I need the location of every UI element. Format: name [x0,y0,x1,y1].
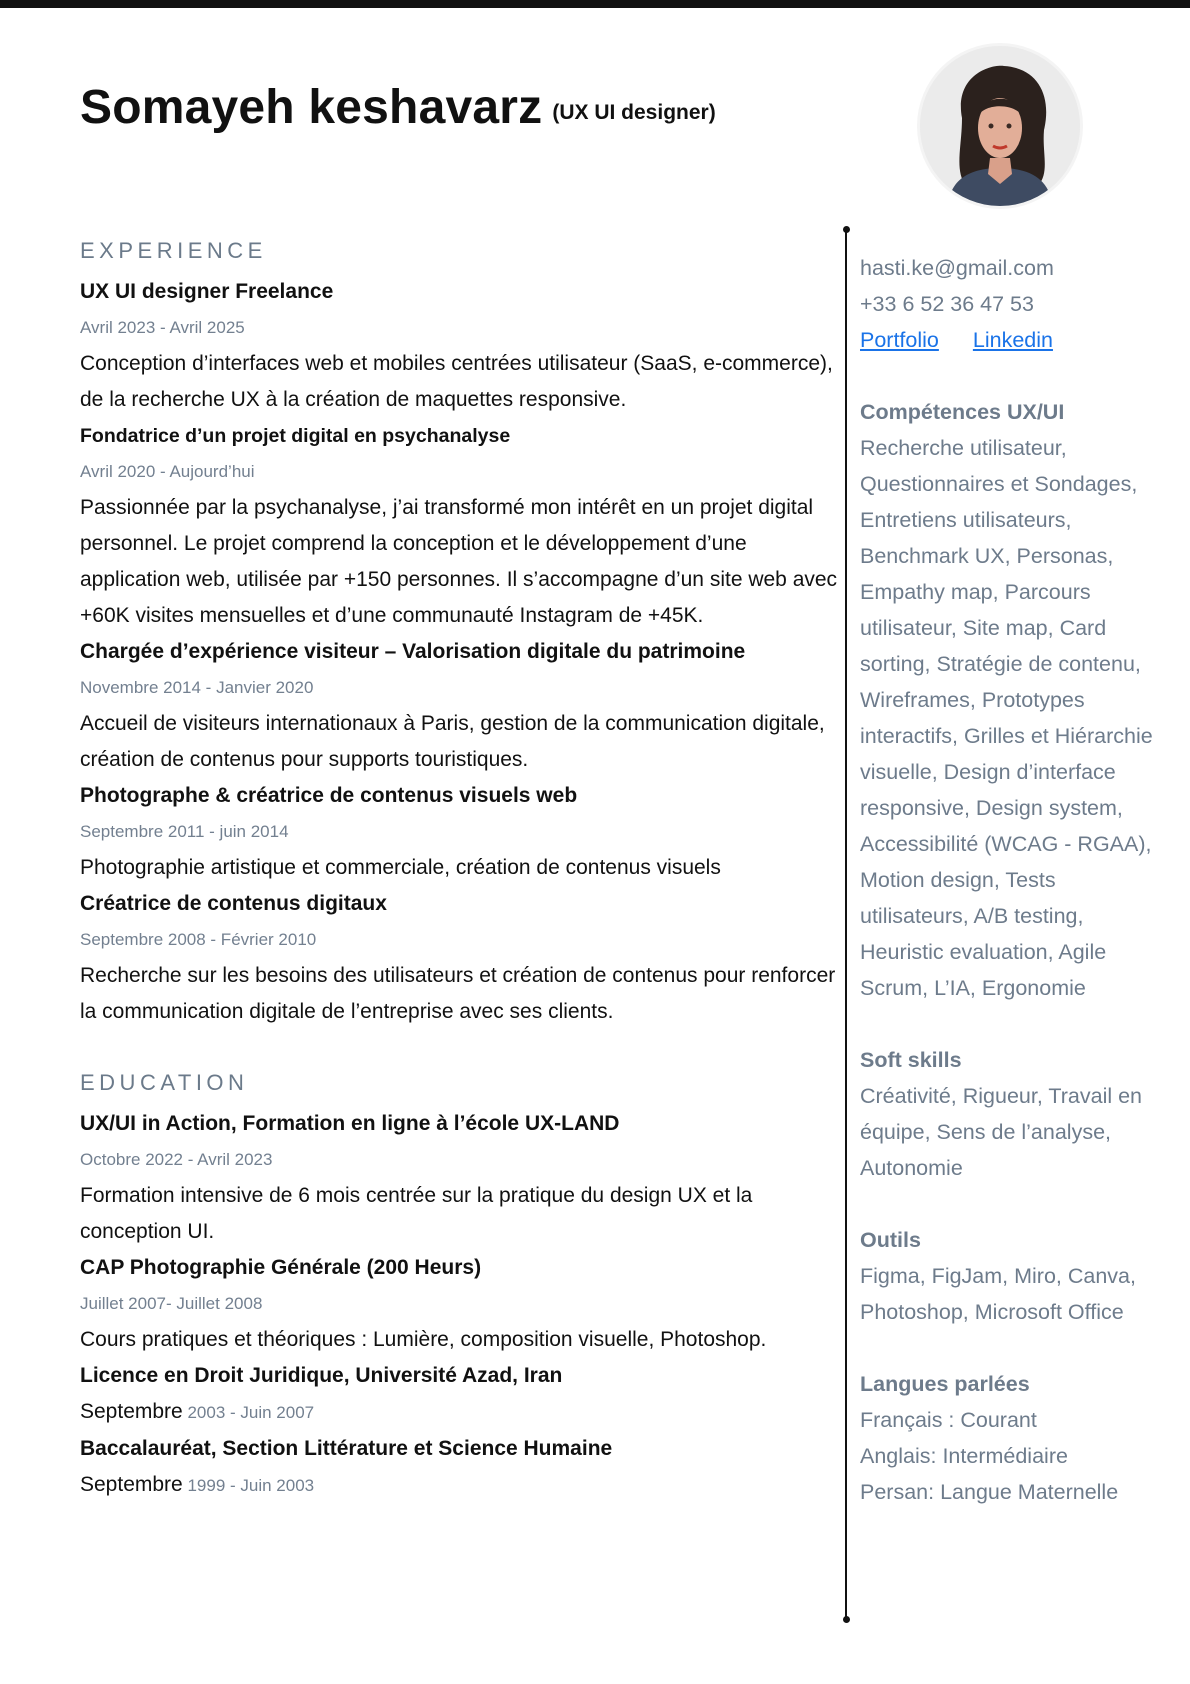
skill-line: Scrum, L’IA, Ergonomie [860,976,1086,1000]
date-prefix: Septembre [80,1400,183,1423]
experience-entry [80,274,846,418]
language-line: Anglais: Intermédiaire [860,1444,1068,1468]
skill-line: interactifs, Grilles et Hiérarchie [860,724,1153,748]
entry-title: Licence en Droit Juridique, Université Azad, Iran [80,1364,563,1387]
skill-line: utilisateurs, A/B testing, [860,904,1084,928]
top-border [0,0,1190,8]
skill-line: utilisateur, Site map, Card [860,616,1107,640]
soft-skills-heading: Soft skills [860,1048,962,1072]
profile-photo-icon [920,46,1080,206]
skill-line: Questionnaires et Sondages, [860,472,1138,496]
skill-line: visuelle, Design d’interface [860,760,1116,784]
tools-heading: Outils [860,1228,921,1252]
entry-date: Octobre 2022 - Avril 2023 [80,1150,273,1169]
skill-line: responsive, Design system, [860,796,1123,820]
entry-description: Photographie artistique et commerciale, création de contenus visuels [80,856,721,879]
education-entry [80,1106,846,1250]
entry-title: UX/UI in Action, Formation en ligne à l’école UX-LAND [80,1112,620,1135]
avatar [920,46,1080,206]
language-line: Français : Courant [860,1408,1037,1432]
education-section [80,1066,846,1504]
skill-line: Motion design, Tests [860,868,1056,892]
entry-date: Juillet 2007- Juillet 2008 [80,1294,263,1313]
experience-entry [80,886,846,1030]
education-heading: EDUCATION [80,1070,249,1095]
entry-title: CAP Photographie Générale (200 Heurs) [80,1256,482,1279]
entry-date: Avril 2020 - Aujourd’hui [80,462,255,481]
entry-date: Septembre 2011 - juin 2014 [80,822,289,841]
spacer [860,1186,1180,1222]
experience-entry [80,778,846,886]
spacer [860,1006,1180,1042]
skill-line: Benchmark UX, Personas, [860,544,1114,568]
entry-date [80,1394,846,1431]
entry-description: Cours pratiques et théoriques : Lumière, composition visuelle, Photoshop. [80,1328,767,1351]
entry-title: Chargée d’expérience visiteur – Valorisation digitale du patrimoine [80,640,746,663]
skill-line: Accessibilité (WCAG - RGAA), [860,832,1152,856]
tools-line: Figma, FigJam, Miro, Canva, [860,1264,1136,1288]
sidebar [860,250,1180,1510]
links-row [860,322,1180,358]
candidate-role: (UX UI designer) [552,101,716,124]
experience-entry [80,418,846,634]
entry-date: Septembre 2008 - Février 2010 [80,930,317,949]
date-range: 1999 - Juin 2003 [187,1476,315,1495]
skill-line: sorting, Stratégie de contenu, [860,652,1141,676]
candidate-name: Somayeh keshavarz [80,81,543,134]
entry-description: Recherche sur les besoins des utilisateurs et création de contenus pour renforcer la communication digitale de l’entreprise avec ses clients. [80,964,836,1023]
entry-title: Créatrice de contenus digitaux [80,892,387,915]
email: hasti.ke@gmail.com [860,256,1054,280]
entry-description: Passionnée par la psychanalyse, j’ai transformé mon intérêt en un projet digital personnel. Le projet comprend la conception et le développement d’une application web, utilisée par +150 personnes. Il s’accompagne d’un site web avec +60K visites mensuelles et d’une communauté Instagram de +45K. [80,496,838,627]
languages-heading: Langues parlées [860,1372,1030,1396]
skill-line: Recherche utilisateur, [860,436,1067,460]
language-line: Persan: Langue Maternelle [860,1480,1119,1504]
entry-date: Avril 2023 - Avril 2025 [80,318,245,337]
entry-title: Fondatrice d’un projet digital en psychanalyse [80,425,511,447]
entry-title: Photographe & créatrice de contenus visuels web [80,784,578,807]
skill-line: Wireframes, Prototypes [860,688,1085,712]
skills-heading: Compétences UX/UI [860,400,1065,424]
skill-line: Empathy map, Parcours [860,580,1091,604]
soft-skill-line: Créativité, Rigueur, Travail en [860,1084,1143,1108]
linkedin-link[interactable]: Linkedin [972,328,1053,352]
divider-bottom-dot [843,1616,850,1623]
soft-skill-line: équipe, Sens de l’analyse, [860,1120,1112,1144]
portfolio-link[interactable]: Portfolio [860,328,939,352]
experience-entry [80,634,846,778]
spacer [860,358,1180,394]
skill-line: Heuristic evaluation, Agile [860,940,1107,964]
header [80,80,716,135]
entry-title: Baccalauréat, Section Littérature et Science Humaine [80,1437,613,1460]
education-entry [80,1358,846,1431]
experience-heading: EXPERIENCE [80,238,267,263]
column-divider [845,230,847,1620]
entry-description: Formation intensive de 6 mois centrée sur la pratique du design UX et la conception UI. [80,1184,753,1243]
soft-skill-line: Autonomie [860,1156,963,1180]
education-entry [80,1431,846,1504]
date-prefix: Septembre [80,1473,183,1496]
date-range: 2003 - Juin 2007 [187,1403,315,1422]
entry-date: Novembre 2014 - Janvier 2020 [80,678,314,697]
entry-title: UX UI designer Freelance [80,280,334,303]
phone: +33 6 52 36 47 53 [860,292,1034,316]
skill-line: Entretiens utilisateurs, [860,508,1072,532]
divider-top-dot [843,226,850,233]
entry-description: Conception d’interfaces web et mobiles centrées utilisateur (SaaS, e-commerce), de la recherche UX à la création de maquettes responsive. [80,352,833,411]
spacer [860,1330,1180,1366]
education-entry [80,1250,846,1358]
entry-description: Accueil de visiteurs internationaux à Paris, gestion de la communication digitale, création de contenus pour supports touristiques. [80,712,825,771]
main-column [80,234,846,1504]
entry-date [80,1467,846,1504]
tools-line: Photoshop, Microsoft Office [860,1300,1124,1324]
